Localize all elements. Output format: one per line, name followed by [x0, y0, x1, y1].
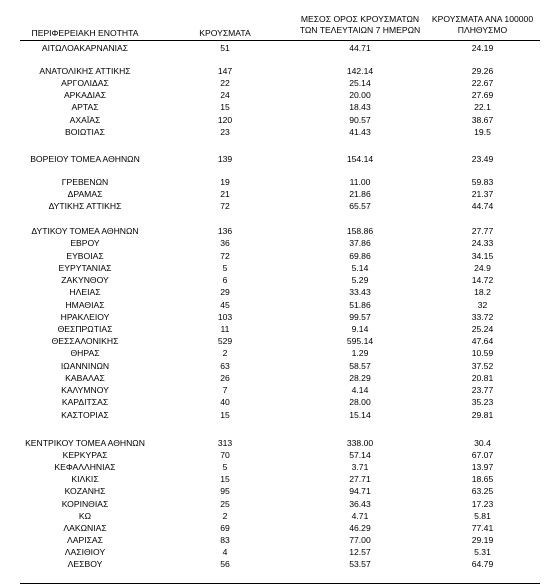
cases-value: 22 [220, 78, 230, 88]
region-name: ΙΩΑΝΝΙΝΩΝ [60, 361, 110, 371]
cases-value: 529 [217, 336, 233, 346]
avg-7day-value: 21.86 [349, 189, 371, 199]
avg-7day-value: 99.57 [349, 312, 371, 322]
region-name: ΒΟΡΕΙΟΥ ΤΟΜΕΑ ΑΘΗΝΩΝ [30, 154, 140, 164]
region-name: ΕΒΡΟΥ [70, 238, 100, 248]
table-row [0, 101, 553, 113]
cases-value: 5 [222, 263, 228, 273]
avg-7day-value: 69.86 [349, 251, 371, 261]
avg-7day-value: 65.57 [349, 201, 371, 211]
avg-7day-value: 15.14 [349, 410, 371, 420]
table-row [0, 360, 553, 372]
avg-7day-value: 595.14 [346, 336, 374, 346]
header-cases: ΚΡΟΥΣΜΑΤΑ [199, 28, 251, 38]
rate-per-100k-value: 18.2 [474, 287, 491, 297]
cases-value: 45 [220, 300, 230, 310]
region-name: ΘΗΡΑΣ [70, 348, 100, 358]
table-row [0, 384, 553, 396]
rate-per-100k-value: 34.15 [471, 251, 494, 261]
cases-value: 4 [222, 547, 228, 557]
table-row [0, 274, 553, 286]
avg-7day-value: 9.14 [351, 324, 369, 334]
header-divider [20, 40, 540, 41]
table-row [0, 225, 553, 237]
avg-7day-value: 53.57 [349, 559, 371, 569]
region-name: ΑΡΤΑΣ [71, 102, 99, 112]
rate-per-100k-value: 67.07 [471, 450, 494, 460]
rate-per-100k-value: 23.77 [471, 385, 494, 395]
rate-per-100k-value: 30.4 [474, 438, 491, 448]
cases-value: 15 [220, 102, 230, 112]
avg-7day-value: 4.71 [351, 511, 369, 521]
avg-7day-value: 154.14 [346, 154, 374, 164]
region-name: ΒΟΙΩΤΙΑΣ [65, 127, 105, 137]
region-name: ΑΡΓΟΛΙΔΑΣ [61, 78, 109, 88]
table-row [0, 286, 553, 298]
rate-per-100k-value: 27.77 [471, 226, 494, 236]
rate-per-100k-value: 37.52 [471, 361, 494, 371]
region-name: ΛΑΚΩΝΙΑΣ [63, 523, 107, 533]
header-region: ΠΕΡΙΦΕΡΕΙΑΚΗ ΕΝΟΤΗΤΑ [31, 28, 139, 38]
header-rate-line2: ΠΛΗΘΥΣΜΟ [457, 25, 508, 35]
rate-per-100k-value: 27.69 [471, 90, 494, 100]
cases-value: 15 [220, 474, 230, 484]
cases-value: 29 [220, 287, 230, 297]
rate-per-100k-value: 23.49 [471, 154, 494, 164]
cases-value: 83 [220, 535, 230, 545]
avg-7day-value: 46.29 [349, 523, 371, 533]
avg-7day-value: 51.86 [349, 300, 371, 310]
table-row [0, 534, 553, 546]
table-row [0, 473, 553, 485]
cases-value: 139 [217, 154, 233, 164]
region-name: ΚΩ [78, 511, 92, 521]
region-name: ΔΥΤΙΚΗΣ ΑΤΤΙΚΗΣ [48, 201, 122, 211]
region-name: ΓΡΕΒΕΝΩΝ [61, 177, 109, 187]
table-row [0, 188, 553, 200]
avg-7day-value: 4.14 [351, 385, 369, 395]
avg-7day-value: 11.00 [349, 177, 371, 187]
cases-value: 7 [222, 385, 228, 395]
rate-per-100k-value: 13.97 [471, 462, 494, 472]
avg-7day-value: 33.43 [349, 287, 371, 297]
rate-per-100k-value: 29.26 [471, 66, 494, 76]
table-row [0, 409, 553, 421]
rate-per-100k-value: 5.81 [474, 511, 491, 521]
region-name: ΚΑΣΤΟΡΙΑΣ [61, 410, 109, 420]
region-name: ΕΥΒΟΙΑΣ [66, 251, 104, 261]
avg-7day-value: 90.57 [349, 115, 371, 125]
rate-per-100k-value: 47.64 [471, 336, 494, 346]
rate-per-100k-value: 32 [477, 300, 488, 310]
table-row [0, 262, 553, 274]
avg-7day-value: 28.00 [349, 397, 371, 407]
cases-value: 51 [220, 43, 230, 53]
avg-7day-value: 3.71 [351, 462, 369, 472]
table-row [0, 250, 553, 262]
avg-7day-value: 58.57 [349, 361, 371, 371]
header-rate-line1: ΚΡΟΥΣΜΑΤΑ ΑΝΑ 100000 [431, 14, 534, 24]
table-row [0, 522, 553, 534]
rate-per-100k-value: 22.67 [471, 78, 494, 88]
rate-per-100k-value: 24.9 [474, 263, 491, 273]
rate-per-100k-value: 38.67 [471, 115, 494, 125]
cases-value: 103 [217, 312, 233, 322]
rate-per-100k-value: 10.59 [471, 348, 494, 358]
cases-value: 95 [220, 486, 230, 496]
rate-per-100k-value: 64.79 [471, 559, 494, 569]
avg-7day-value: 5.29 [351, 275, 369, 285]
rate-per-100k-value: 18.65 [471, 474, 494, 484]
cases-value: 2 [222, 511, 228, 521]
region-name: ΗΛΕΙΑΣ [69, 287, 101, 297]
table-row [0, 335, 553, 347]
region-name: ΛΑΣΙΘΙΟΥ [64, 547, 106, 557]
cases-value: 26 [220, 373, 230, 383]
region-name: ΚΑΒΑΛΑΣ [65, 373, 105, 383]
rate-per-100k-value: 24.19 [471, 43, 494, 53]
table-row [0, 114, 553, 126]
avg-7day-value: 36.43 [349, 499, 371, 509]
rate-per-100k-value: 14.72 [471, 275, 494, 285]
header-avg-line2: ΤΩΝ ΤΕΛΕΥΤΑΙΩΝ 7 ΗΜΕΡΩΝ [299, 25, 421, 35]
cases-value: 63 [220, 361, 230, 371]
avg-7day-value: 44.71 [349, 43, 371, 53]
avg-7day-value: 77.00 [349, 535, 371, 545]
avg-7day-value: 18.43 [349, 102, 371, 112]
avg-7day-value: 41.43 [349, 127, 371, 137]
avg-7day-value: 28.29 [349, 373, 371, 383]
region-name: ΑΧΑΪΑΣ [69, 115, 101, 125]
avg-7day-value: 142.14 [346, 66, 374, 76]
avg-7day-value: 20.00 [349, 90, 371, 100]
rate-per-100k-value: 25.24 [471, 324, 494, 334]
region-name: ΑΡΚΑΔΙΑΣ [63, 90, 107, 100]
bottom-divider [20, 583, 540, 584]
region-name: ΚΑΛΥΜΝΟΥ [61, 385, 109, 395]
cases-value: 21 [220, 189, 230, 199]
table-row [0, 437, 553, 449]
cases-value: 2 [222, 348, 228, 358]
avg-7day-value: 12.57 [349, 547, 371, 557]
region-name: ΚΕΦΑΛΛΗΝΙΑΣ [54, 462, 116, 472]
table-row [0, 153, 553, 165]
table-row [0, 323, 553, 335]
table-row [0, 510, 553, 522]
cases-value: 56 [220, 559, 230, 569]
region-name: ΛΕΣΒΟΥ [67, 559, 103, 569]
table-row [0, 558, 553, 570]
cases-value: 11 [220, 324, 230, 334]
avg-7day-value: 25.14 [349, 78, 371, 88]
cases-value: 313 [217, 438, 233, 448]
rate-per-100k-value: 29.81 [471, 410, 494, 420]
rate-per-100k-value: 17.23 [471, 499, 494, 509]
table-row [0, 77, 553, 89]
rate-per-100k-value: 35.23 [471, 397, 494, 407]
rate-per-100k-value: 5.31 [474, 547, 491, 557]
table-row [0, 396, 553, 408]
region-name: ΔΥΤΙΚΟΥ ΤΟΜΕΑ ΑΘΗΝΩΝ [31, 226, 139, 236]
rate-per-100k-value: 20.81 [471, 373, 494, 383]
rate-per-100k-value: 24.33 [471, 238, 494, 248]
cases-value: 23 [220, 127, 230, 137]
table-row [0, 176, 553, 188]
avg-7day-value: 158.86 [346, 226, 374, 236]
region-name: ΚΕΡΚΥΡΑΣ [62, 450, 108, 460]
cases-value: 15 [220, 410, 230, 420]
region-name: ΚΟΖΑΝΗΣ [64, 486, 106, 496]
rate-per-100k-value: 77.41 [471, 523, 494, 533]
cases-value: 72 [220, 251, 230, 261]
table-row [0, 311, 553, 323]
region-name: ΗΜΑΘΙΑΣ [65, 300, 105, 310]
cases-value: 24 [220, 90, 230, 100]
header-avg-line1: ΜΕΣΟΣ ΟΡΟΣ ΚΡΟΥΣΜΑΤΩΝ [300, 14, 420, 24]
table-row [0, 200, 553, 212]
cases-value: 72 [220, 201, 230, 211]
region-name: ΖΑΚΥΝΘΟΥ [61, 275, 109, 285]
cases-value: 40 [220, 397, 230, 407]
avg-7day-value: 5.14 [351, 263, 369, 273]
region-name: ΘΕΣΠΡΩΤΙΑΣ [57, 324, 113, 334]
avg-7day-value: 94.71 [349, 486, 371, 496]
table-row [0, 42, 553, 54]
region-name: ΗΡΑΚΛΕΙΟΥ [60, 312, 110, 322]
avg-7day-value: 37.86 [349, 238, 371, 248]
region-name: ΔΡΑΜΑΣ [67, 189, 103, 199]
region-name: ΚΑΡΔΙΤΣΑΣ [61, 397, 109, 407]
cases-value: 36 [220, 238, 230, 248]
rate-per-100k-value: 44.74 [471, 201, 494, 211]
table-row [0, 347, 553, 359]
cases-value: 136 [217, 226, 233, 236]
rate-per-100k-value: 63.25 [471, 486, 494, 496]
rate-per-100k-value: 21.37 [471, 189, 494, 199]
avg-7day-value: 57.14 [349, 450, 371, 460]
cases-value: 120 [217, 115, 233, 125]
cases-value: 25 [220, 499, 230, 509]
table-row [0, 126, 553, 138]
region-name: ΚΟΡΙΝΘΙΑΣ [61, 499, 109, 509]
table-row [0, 237, 553, 249]
rate-per-100k-value: 59.83 [471, 177, 494, 187]
table-row [0, 299, 553, 311]
avg-7day-value: 27.71 [349, 474, 371, 484]
rate-per-100k-value: 22.1 [474, 102, 491, 112]
region-name: ΑΝΑΤΟΛΙΚΗΣ ΑΤΤΙΚΗΣ [39, 66, 131, 76]
table-row [0, 449, 553, 461]
table-row [0, 461, 553, 473]
table-row [0, 485, 553, 497]
cases-value: 6 [222, 275, 228, 285]
rate-per-100k-value: 19.5 [474, 127, 491, 137]
region-name: ΕΥΡΥΤΑΝΙΑΣ [58, 263, 112, 273]
avg-7day-value: 1.29 [351, 348, 369, 358]
region-name: ΘΕΣΣΑΛΟΝΙΚΗΣ [51, 336, 119, 346]
cases-value: 147 [217, 66, 233, 76]
region-name: ΚΕΝΤΡΙΚΟΥ ΤΟΜΕΑ ΑΘΗΝΩΝ [25, 438, 145, 448]
cases-value: 5 [222, 462, 228, 472]
table-row [0, 498, 553, 510]
region-name: ΛΑΡΙΣΑΣ [67, 535, 103, 545]
rate-per-100k-value: 29.19 [471, 535, 494, 545]
rate-per-100k-value: 33.72 [471, 312, 494, 322]
table-row [0, 65, 553, 77]
cases-value: 70 [220, 450, 230, 460]
table-row [0, 372, 553, 384]
table-row [0, 89, 553, 101]
avg-7day-value: 338.00 [346, 438, 374, 448]
table-row [0, 546, 553, 558]
cases-value: 19 [220, 177, 230, 187]
region-name: ΚΙΛΚΙΣ [71, 474, 99, 484]
cases-value: 69 [220, 523, 230, 533]
region-name: ΑΙΤΩΛΟΑΚΑΡΝΑΝΙΑΣ [41, 43, 129, 53]
